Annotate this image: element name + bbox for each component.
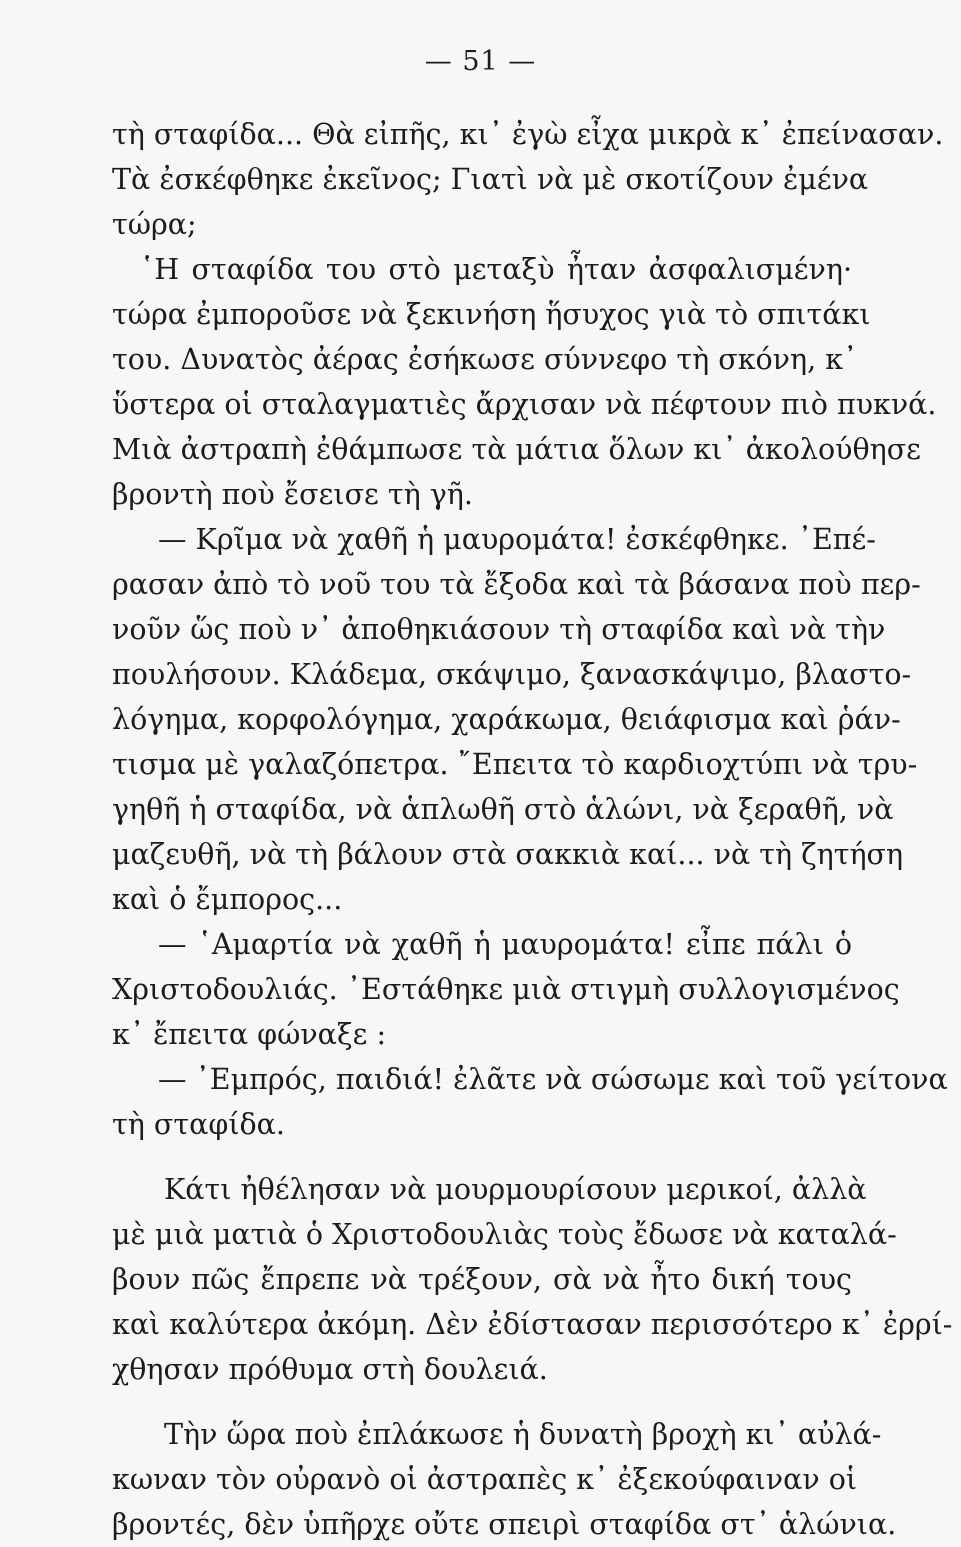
body-text: [112, 112, 953, 1547]
text-line: βροντὴ ποὺ ἔσεισε τὴ γῆ.: [112, 478, 473, 511]
text-line: ὕστερα οἱ σταλαγματιὲς ἄρχισαν νὰ πέφτουν πιὸ πυκνά.: [112, 388, 937, 421]
text-line: του. Δυνατὸς ἀέρας ἐσήκωσε σύννεφο τὴ σκόνη, κ᾽: [112, 343, 858, 376]
text-line: — Κρῖμα νὰ χαθῆ ἡ μαυρομάτα! ἐσκέφθηκε. ᾿Επέ-: [158, 523, 876, 556]
text-line: βροντές, δὲν ὑπῆρχε οὔτε σπειρὶ σταφίδα στ᾽ ἁλώνια.: [112, 1508, 897, 1541]
text-line: Χριστοδουλιάς. ᾿Εστάθηκε μιὰ στιγμὴ συλλογισμένος: [112, 973, 900, 1006]
text-line: ρασαν ἀπὸ τὸ νοῦ του τὰ ἔξοδα καὶ τὰ βάσανα ποὺ περ-: [112, 568, 921, 601]
text-line: νοῦν ὥς ποὺ ν᾽ ἀποθηκιάσουν τὴ σταφίδα καὶ νὰ τὴν: [112, 613, 886, 646]
text-line: τώρα;: [112, 208, 197, 241]
text-line: καὶ ὁ ἔμπορος...: [112, 883, 343, 916]
text-line: λόγημα, κορφολόγημα, χαράκωμα, θειάφισμα καὶ ῥάν-: [112, 703, 901, 736]
text-line: καὶ καλύτερα ἀκόμη. Δὲν ἐδίστασαν περισσότερο κ᾽ ἐρρί-: [112, 1308, 953, 1341]
text-line: Μιὰ ἀστραπὴ ἐθάμπωσε τὰ μάτια ὅλων κι᾽ ἀκολούθησε: [112, 433, 921, 466]
text-line: κωναν τὸν οὐρανὸ οἱ ἀστραπὲς κ᾽ ἐξεκούφαιναν οἱ: [112, 1463, 858, 1496]
text-line: τώρα ἐμποροῦσε νὰ ξεκινήση ἥσυχος γιὰ τὸ σπιτάκι: [112, 298, 871, 331]
text-line: τὴ σταφίδα... Θὰ εἰπῆς, κι᾽ ἐγὼ εἶχα μικρὰ κ᾽ ἐπείνασαν.: [112, 118, 944, 151]
text-line: κ᾽ ἔπειτα φώναξε :: [112, 1018, 387, 1051]
text-line: μὲ μιὰ ματιὰ ὁ Χριστοδουλιὰς τοὺς ἔδωσε νὰ καταλά-: [112, 1218, 897, 1251]
text-line: χθησαν πρόθυμα στὴ δουλειά.: [112, 1353, 548, 1386]
text-line: βουν πῶς ἔπρεπε νὰ τρέξουν, σὰ νὰ ἦτο δική τους: [112, 1263, 852, 1296]
page-number: — 51 —: [424, 46, 537, 77]
text-line: μαζευθῆ, νὰ τὴ βάλουν στὰ σακκιὰ καί... νὰ τὴ ζητήση: [112, 838, 904, 871]
text-line: πουλήσουν. Κλάδεμα, σκάψιμο, ξανασκάψιμο, βλαστο-: [112, 658, 912, 691]
text-line: τισμα μὲ γαλαζόπετρα. ῎Επειτα τὸ καρδιοχτύπι νὰ τρυ-: [112, 748, 918, 781]
text-line: Τὰ ἐσκέφθηκε ἐκεῖνος; Γιατὶ νὰ μὲ σκοτίζουν ἐμένα: [112, 163, 869, 196]
text-line: — ᾿Εμπρός, παιδιά! ἐλᾶτε νὰ σώσωμε καὶ τοῦ γείτονα: [158, 1063, 948, 1096]
text-line: — ῾Αμαρτία νὰ χαθῆ ἡ μαυρομάτα! εἶπε πάλι ὁ: [158, 928, 852, 961]
text-line: Κάτι ἠθέλησαν νὰ μουρμουρίσουν μερικοί, ἀλλὰ: [164, 1173, 867, 1206]
text-line: ῾Η σταφίδα του στὸ μεταξὺ ἦταν ἀσφαλισμένη·: [140, 253, 852, 286]
text-line: τὴ σταφίδα.: [112, 1108, 285, 1141]
text-line: Τὴν ὥρα ποὺ ἐπλάκωσε ἡ δυνατὴ βροχὴ κι᾽ αὐλά-: [164, 1418, 882, 1451]
text-line: γηθῆ ἡ σταφίδα, νὰ ἁπλωθῆ στὸ ἁλώνι, νὰ ξεραθῆ, νὰ: [112, 793, 894, 826]
